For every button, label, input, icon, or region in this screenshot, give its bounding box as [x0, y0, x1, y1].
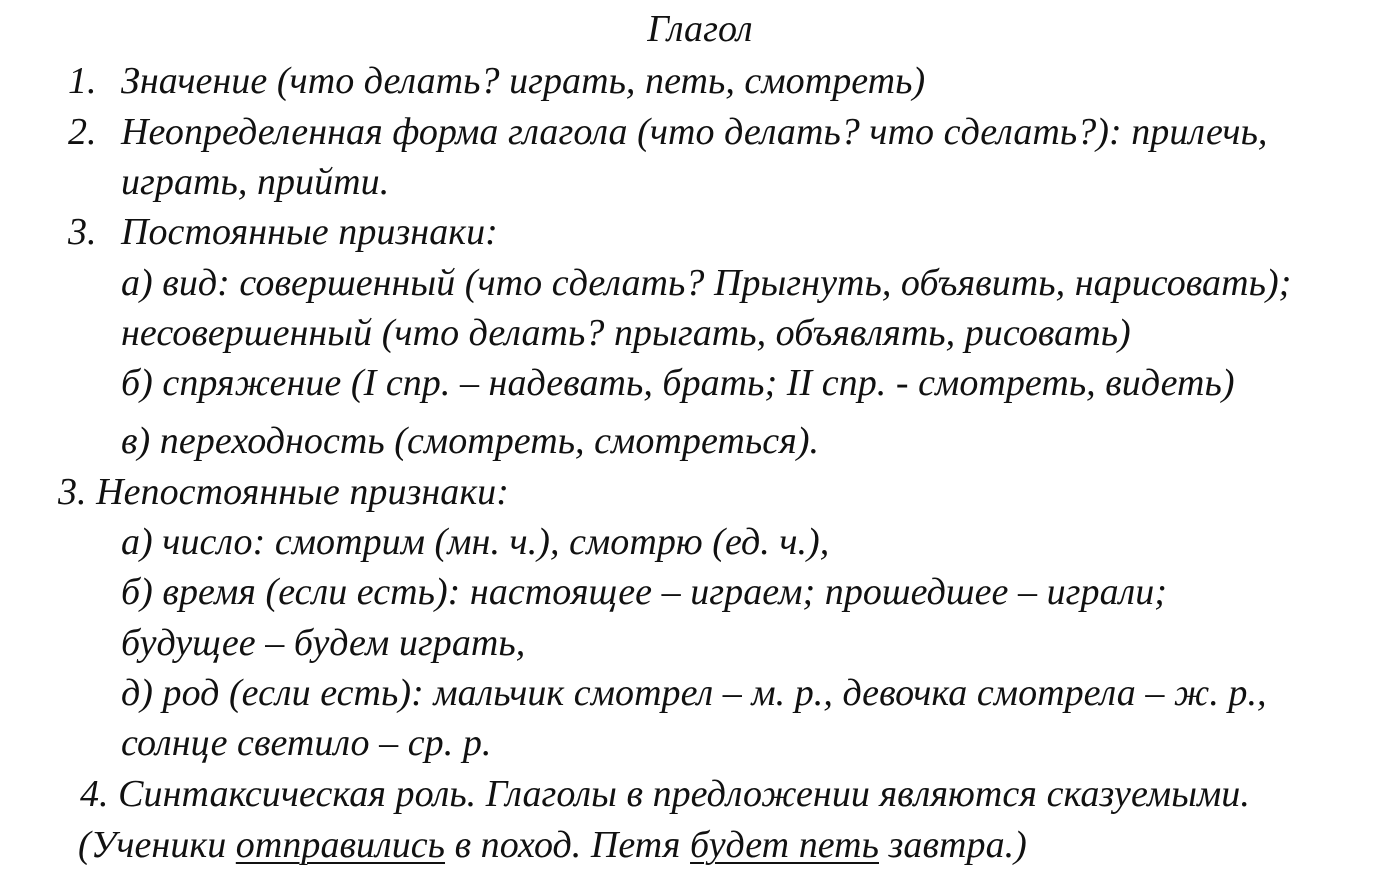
example-close: завтра.) [879, 824, 1027, 866]
constant-feature-a-line2: несовершенный (что делать? прыгать, объявлять, рисовать) [121, 312, 1131, 354]
constant-feature-v: в) переходность (смотреть, смотреться). [121, 420, 820, 462]
constant-feature-a-line1: а) вид: совершенный (что сделать? Прыгнуть, объявить, нарисовать); [121, 262, 1292, 304]
example-open: (Ученики [78, 824, 236, 866]
nonconstant-feature-d-line2: солнце светило – ср. р. [121, 722, 492, 764]
example-predicate-1: отправились [235, 824, 446, 866]
nonconstant-feature-a: а) число: смотрим (мн. ч.), смотрю (ед. ч.), [121, 521, 830, 563]
item-3-text: Постоянные признаки: [121, 211, 498, 253]
item-number-2: 2. [68, 111, 97, 153]
constant-feature-b: б) спряжение (I спр. – надевать, брать; II спр. - смотреть, видеть) [121, 362, 1235, 404]
item-2-text: Неопределенная форма глагола (что делать? что сделать?): прилечь, [121, 111, 1268, 153]
nonconstant-heading: 3. Непостоянные признаки: [58, 471, 509, 513]
nonconstant-feature-d-line1: д) род (если есть): мальчик смотрел – м. р., девочка смотрела – ж. р., [121, 672, 1267, 714]
example-predicate-2: будет петь [690, 824, 879, 866]
syntax-role-line: 4. Синтаксическая роль. Глаголы в предложении являются сказуемыми. [80, 773, 1250, 815]
page-title: Глагол [647, 8, 753, 50]
item-2-continuation: играть, прийти. [121, 161, 390, 203]
nonconstant-feature-b-line1: б) время (если есть): настоящее – играем; прошедшее – играли; [121, 571, 1168, 613]
example-middle: в поход. Петя [445, 824, 691, 866]
item-number-1: 1. [68, 60, 97, 102]
nonconstant-feature-b-line2: будущее – будем играть, [121, 622, 526, 664]
syntax-example [78, 826, 1027, 864]
item-number-3: 3. [68, 211, 97, 253]
item-1-text: Значение (что делать? играть, петь, смотреть) [121, 60, 926, 102]
